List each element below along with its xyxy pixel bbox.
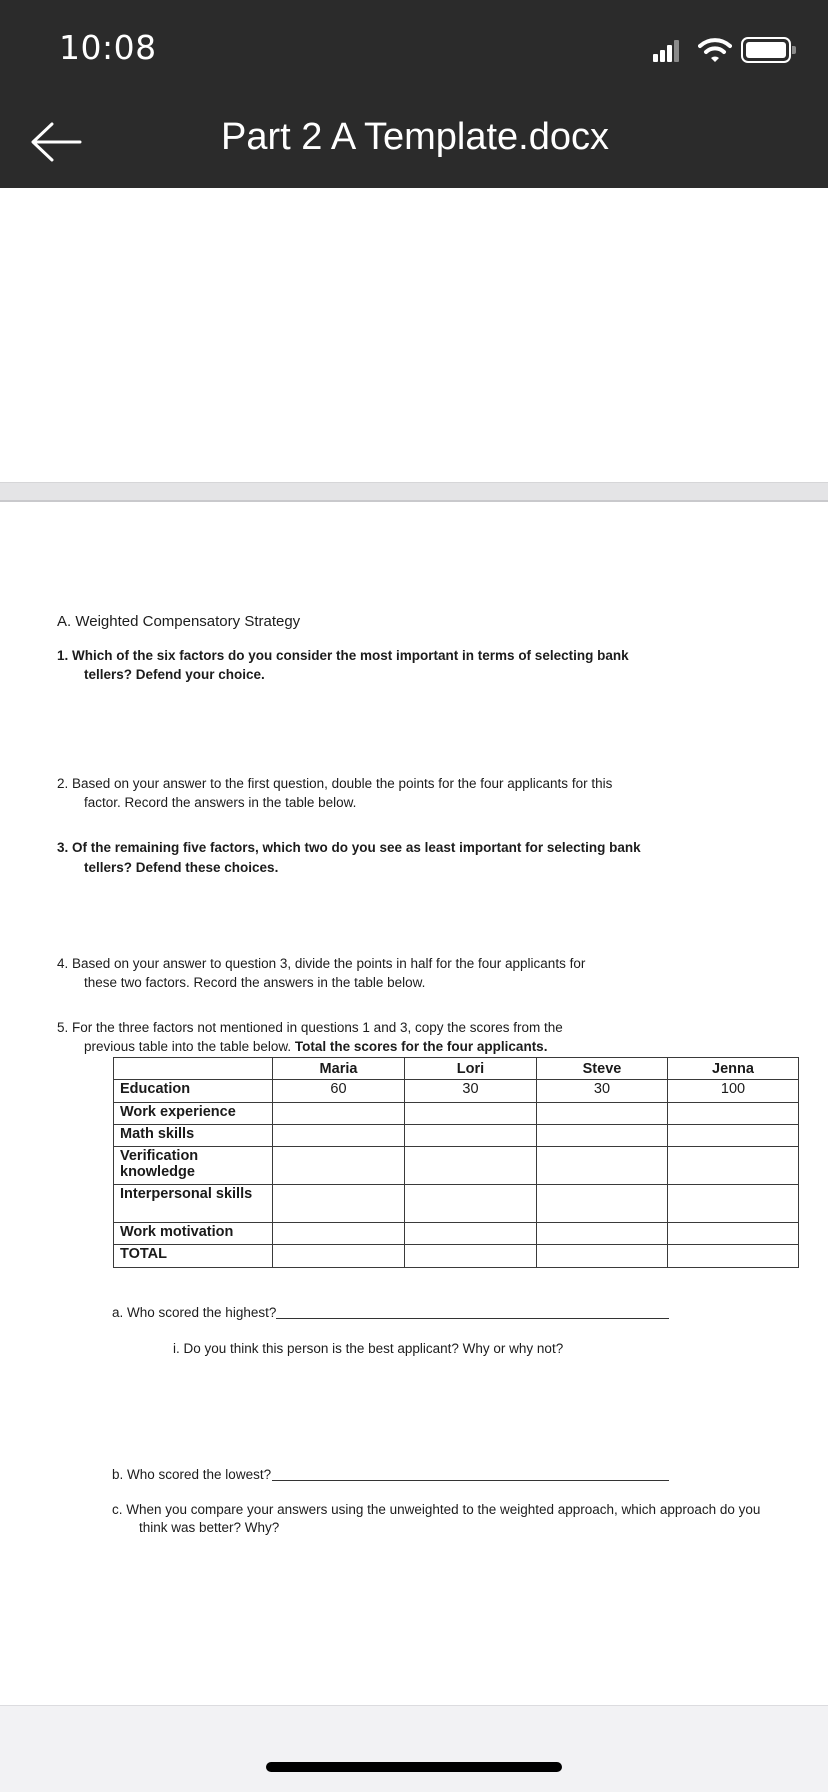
table-cell[interactable]: 100 — [668, 1080, 799, 1103]
table-row — [114, 1103, 799, 1125]
answer-line-highest[interactable] — [276, 1318, 669, 1319]
question-2-line-1: 2. Based on your answer to the first question, double the points for the four applicants for this — [57, 776, 613, 791]
answer-line-lowest[interactable] — [272, 1480, 669, 1481]
bottom-bar — [0, 1705, 828, 1792]
question-5-line-1: 5. For the three factors not mentioned in questions 1 and 3, copy the scores from the — [57, 1020, 563, 1035]
page-separator — [0, 482, 828, 502]
column-header: Steve — [537, 1058, 668, 1080]
question-4-line-1: 4. Based on your answer to question 3, divide the points in half for the four applicants for — [57, 956, 586, 971]
wifi-icon — [698, 36, 732, 64]
table-cell[interactable] — [668, 1125, 799, 1147]
table-cell[interactable] — [537, 1103, 668, 1125]
status-time: 10:08 — [59, 28, 157, 67]
table-cell[interactable] — [405, 1103, 537, 1125]
question-1-line-2: tellers? Defend your choice. — [84, 667, 265, 682]
question-5-plain-text: previous table into the table below. — [84, 1039, 295, 1054]
row-label: Verification knowledge — [114, 1147, 273, 1185]
row-label: TOTAL — [114, 1245, 273, 1268]
question-a-i: i. Do you think this person is the best applicant? Why or why not? — [173, 1341, 564, 1356]
table-cell[interactable] — [273, 1223, 405, 1245]
question-3-line-1: 3. Of the remaining five factors, which two do you see as least important for selecting bank — [57, 840, 641, 855]
table-header-row — [114, 1058, 799, 1080]
row-label: Education — [114, 1080, 273, 1103]
table-cell[interactable] — [405, 1185, 537, 1223]
table-cell[interactable] — [668, 1245, 799, 1268]
scores-table — [113, 1057, 799, 1268]
question-5-line-2 — [84, 1037, 547, 1056]
table-cell[interactable]: 30 — [405, 1080, 537, 1103]
row-label: Work motivation — [114, 1223, 273, 1245]
table-cell[interactable] — [273, 1103, 405, 1125]
cellular-signal-icon — [653, 38, 681, 62]
table-cell[interactable] — [273, 1245, 405, 1268]
table-cell[interactable]: 30 — [537, 1080, 668, 1103]
table-cell[interactable] — [668, 1103, 799, 1125]
row-label: Interpersonal skills — [114, 1185, 273, 1223]
table-row — [114, 1223, 799, 1245]
table-row — [114, 1245, 799, 1268]
question-1-line-1: 1. Which of the six factors do you consider the most important in terms of selecting bank — [57, 648, 629, 663]
table-cell[interactable] — [668, 1185, 799, 1223]
table-cell[interactable] — [405, 1223, 537, 1245]
table-cell[interactable] — [405, 1147, 537, 1185]
app-header — [0, 0, 828, 188]
question-a: a. Who scored the highest? — [112, 1305, 277, 1320]
question-3-line-2: tellers? Defend these choices. — [84, 860, 279, 875]
table-row — [114, 1080, 799, 1103]
question-4-line-2: these two factors. Record the answers in the table below. — [84, 975, 426, 990]
column-header: Maria — [273, 1058, 405, 1080]
column-header: Lori — [405, 1058, 537, 1080]
row-label: Work experience — [114, 1103, 273, 1125]
column-header: Jenna — [668, 1058, 799, 1080]
table-cell[interactable] — [405, 1245, 537, 1268]
table-row — [114, 1147, 799, 1185]
section-title: A. Weighted Compensatory Strategy — [57, 613, 301, 630]
table-cell[interactable] — [668, 1147, 799, 1185]
table-cell[interactable] — [537, 1245, 668, 1268]
table-row — [114, 1125, 799, 1147]
table-cell[interactable] — [537, 1147, 668, 1185]
document-title: Part 2 A Template.docx — [221, 116, 609, 158]
home-indicator[interactable] — [266, 1762, 562, 1772]
table-cell[interactable]: 60 — [273, 1080, 405, 1103]
table-cell[interactable] — [405, 1125, 537, 1147]
table-cell[interactable] — [273, 1125, 405, 1147]
question-c-line-2: think was better? Why? — [139, 1520, 280, 1535]
table-cell[interactable] — [537, 1125, 668, 1147]
table-cell[interactable] — [537, 1185, 668, 1223]
table-cell[interactable] — [273, 1185, 405, 1223]
question-5-bold-text: Total the scores for the four applicants. — [294, 1039, 548, 1054]
row-label: Math skills — [114, 1125, 273, 1147]
table-cell[interactable] — [273, 1147, 405, 1185]
question-c-line-1: c. When you compare your answers using the unweighted to the weighted approach, which approach do you — [112, 1502, 761, 1517]
table-cell[interactable] — [537, 1223, 668, 1245]
question-b: b. Who scored the lowest? — [112, 1467, 272, 1482]
table-row — [114, 1185, 799, 1223]
table-cell[interactable] — [668, 1223, 799, 1245]
question-2-line-2: factor. Record the answers in the table below. — [84, 795, 357, 810]
battery-icon — [741, 37, 791, 63]
table-header-blank — [114, 1058, 273, 1080]
